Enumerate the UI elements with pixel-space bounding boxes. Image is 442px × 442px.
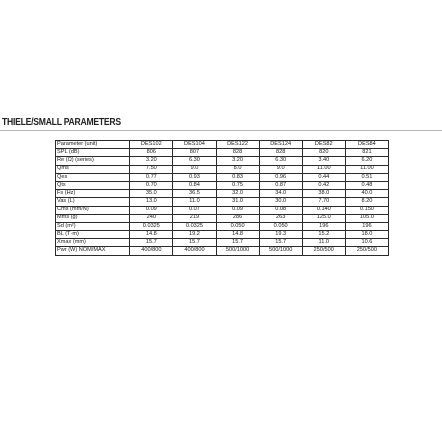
section-title: THIELE/SMALL PARAMETERS [2,116,121,128]
table-cell: 0.08 [259,206,302,214]
table-cell: 15.2 [302,231,345,239]
table-cell: 3.40 [302,157,345,165]
table-row [56,206,389,214]
header-cell-model: DES124 [259,141,302,149]
table-cell: 8.0 [216,165,259,173]
table-cell: 0.44 [302,173,345,181]
table-cell: 15.7 [173,239,216,247]
row-label: Vas (L) [56,198,130,206]
table-row [56,149,389,157]
header-cell-parameter: Parameter (unit) [56,141,130,149]
table-cell: 3.20 [216,157,259,165]
table-cell: 11.00 [302,165,345,173]
table-cell: 0.48 [345,181,388,189]
table-cell: 8.20 [345,198,388,206]
table-row [56,247,389,255]
table-cell: 9.0 [259,165,302,173]
table-cell: 19.3 [259,231,302,239]
row-label: Re (Ω) (series) [56,157,130,165]
table-cell: 400/800 [130,247,173,255]
table-cell: 0.0325 [130,222,173,230]
table-cell: 11.0 [302,239,345,247]
table-cell: 500/1000 [259,247,302,255]
table-cell: 196 [345,222,388,230]
table-cell: 250/500 [345,247,388,255]
table-cell: 15.7 [216,239,259,247]
table-cell: 9.0 [173,165,216,173]
table-cell: 7.50 [130,165,173,173]
table-cell: 0.07 [173,206,216,214]
header-cell-model: DES102 [130,141,173,149]
table-cell: 0.42 [302,181,345,189]
table-cell: 820 [302,149,345,157]
table-cell: 250/500 [302,247,345,255]
table-row [56,190,389,198]
header-cell-model: DES104 [173,141,216,149]
table-cell: 13.0 [130,198,173,206]
row-label: Qes [56,173,130,181]
table-cell: 807 [173,149,216,157]
table-cell: 31.0 [216,198,259,206]
table-cell: 0.77 [130,173,173,181]
row-label: Qms [56,165,130,173]
table-cell: 6.30 [259,157,302,165]
table-row [56,181,389,189]
table-cell: 0.75 [216,181,259,189]
row-label: Cms (mm/N) [56,206,130,214]
table-cell: 219 [173,214,216,222]
row-label: BL (T·m) [56,231,130,239]
table-cell: 14.8 [216,231,259,239]
table-cell: 14.8 [130,231,173,239]
header-cell-model: DES122 [216,141,259,149]
table-header-row [56,141,389,149]
row-label: SPL (dB) [56,149,130,157]
table-cell: 36.5 [173,190,216,198]
table-cell: 400/800 [173,247,216,255]
table-cell: 19.2 [173,231,216,239]
table-row [56,198,389,206]
table-cell: 0.93 [173,173,216,181]
parameters-table [55,140,389,256]
table-cell: 196 [302,222,345,230]
table-row [56,231,389,239]
table-cell: 828 [259,149,302,157]
table-cell: 35.0 [130,190,173,198]
table-cell: 3.20 [130,157,173,165]
table-cell: 6.20 [345,157,388,165]
row-label: Qts [56,181,130,189]
table-row [56,214,389,222]
table-row [56,173,389,181]
table-cell: 34.0 [259,190,302,198]
table-cell: 125.0 [302,214,345,222]
table-cell: 0.140 [302,206,345,214]
table-cell: 11.0 [173,198,216,206]
table-cell: 0.96 [259,173,302,181]
table-row [56,165,389,173]
row-label: Xmax (mm) [56,239,130,247]
header-cell-model: DES82 [302,141,345,149]
table-cell: 15.7 [259,239,302,247]
table-cell: 240 [130,214,173,222]
table-cell: 0.83 [216,173,259,181]
table-row [56,222,389,230]
table-cell: 0.09 [216,206,259,214]
table-cell: 7.70 [302,198,345,206]
row-label: Fs (Hz) [56,190,130,198]
table-cell: 0.050 [259,222,302,230]
row-label: Pwr (W) NOM/MAX [56,247,130,255]
table-cell: 0.70 [130,181,173,189]
table-body [56,149,389,255]
table-row [56,157,389,165]
table-cell: 11.00 [345,165,388,173]
table-cell: 286 [216,214,259,222]
table-cell: 30.0 [259,198,302,206]
table-cell: 0.51 [345,173,388,181]
table-cell: 18.0 [345,231,388,239]
table-cell: 38.0 [302,190,345,198]
table-cell: 6.30 [173,157,216,165]
table-cell: 828 [216,149,259,157]
row-label: Mms (g) [56,214,130,222]
table-cell: 0.150 [345,206,388,214]
table-row [56,239,389,247]
table-cell: 10.6 [345,239,388,247]
table-cell: 0.87 [259,181,302,189]
title-divider [0,130,442,131]
header-cell-model: DES84 [345,141,388,149]
row-label: Sd (m²) [56,222,130,230]
table-cell: 15.7 [130,239,173,247]
table-cell: 263 [259,214,302,222]
table-cell: 0.84 [173,181,216,189]
table-cell: 806 [130,149,173,157]
table-cell: 0.09 [130,206,173,214]
table-cell: 821 [345,149,388,157]
table-cell: 0.050 [216,222,259,230]
table-cell: 105.0 [345,214,388,222]
table-cell: 0.0325 [173,222,216,230]
table-cell: 32.0 [216,190,259,198]
table-cell: 500/1000 [216,247,259,255]
table-cell: 40.0 [345,190,388,198]
